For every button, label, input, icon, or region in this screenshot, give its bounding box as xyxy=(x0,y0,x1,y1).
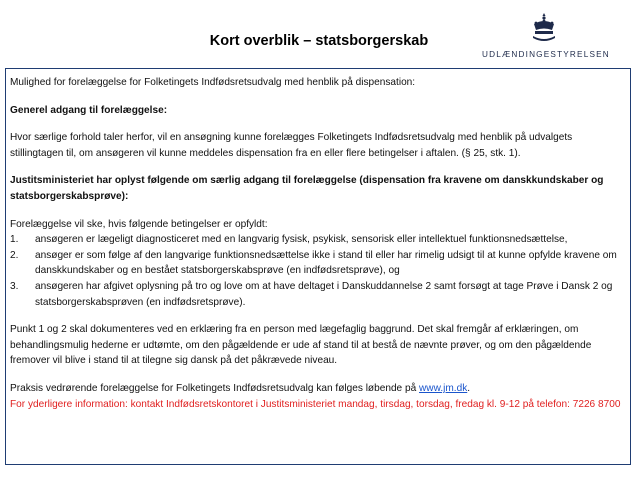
conditions-list xyxy=(10,232,624,310)
practice-paragraph xyxy=(10,381,624,397)
list-item xyxy=(10,248,624,279)
page-title: Kort overblik – statsborgerskab xyxy=(209,33,429,49)
documentation-text: Punkt 1 og 2 skal dokumenteres ved en erklæring fra en person med lægefaglig baggrund. Det skal fremgår af erklæringen, om behandlingsmulig hederne er udtømte, om den pågældende er ude af stand til at bestå de nævnte prøver, og om den pågældende fremover vil blive i stand til at tilegne sig dansk på det påkrævede niveau. xyxy=(10,324,592,367)
practice-text: Praksis vedrørende forelæggelse for Folketingets Indfødsretsudvalg kan følges løbende på xyxy=(10,382,420,394)
list-item-text: ansøger er som følge af den langvarige funktionsnedsættelse ikke i stand til eller har rimelig udsigt til at kunne opfylde kravene om danskkundskaber og en bestået statsborgerskabsprøve (en indfødsretsprøve), og xyxy=(35,249,617,277)
udlaendingestyrelsen-logo xyxy=(480,12,630,62)
special-access-heading: Justitsministeriet har oplyst følgende om særlig adgang til forelæggelse (dispensation fra kravene om danskkundskaber og statsborgerskabsprøve): xyxy=(10,175,604,202)
general-access-text: Hvor særlige forhold taler herfor, vil en ansøgning kunne forelægges Folketingets Indfødsretsudvalg med henblik på udvalgets stillingtagen til, om ansøgeren vil kunne meddeles dispensation fra en eller flere betingelser i aftalen. (§ 25, stk. 1). xyxy=(10,132,573,159)
list-item xyxy=(10,232,624,248)
intro-text: Mulighed for forelæggelse for Folketingets Indfødsretsudvalg med henblik på dispensation: xyxy=(10,77,416,88)
practice-end: . xyxy=(467,382,471,394)
info-box xyxy=(5,68,631,465)
jm-link[interactable]: www.jm.dk xyxy=(419,382,468,394)
list-item-number: 1. xyxy=(10,234,19,246)
general-access-heading: Generel adgang til forelæggelse: xyxy=(10,104,168,116)
list-item-text: ansøgeren har afgivet oplysning på tro og love om at have deltaget i Danskuddannelse 2 samt forsøgt at tage Prøve i Dansk 2 og statsborgerskabsprøven (en indfødsretsprøve). xyxy=(35,280,613,308)
list-item-number: 2. xyxy=(10,249,19,261)
crown-crest-icon xyxy=(529,12,559,44)
contact-text: For yderligere information: kontakt Indfødsretskontoret i Justitsministeriet mandag, tirsdag, torsdag, fredag kl. 9-12 på telefon: 7226 8700 xyxy=(10,398,621,410)
list-item-text: ansøgeren er lægeligt diagnosticeret med en langvarig fysisk, psykisk, sensorisk eller intellektuel funktionsnedsættelse, xyxy=(35,234,568,246)
list-item-number: 3. xyxy=(10,280,19,292)
conditions-intro: Forelæggelse vil ske, hvis følgende betingelser er opfyldt: xyxy=(10,218,268,230)
logo-wordmark: UDLÆNDINGESTYRELSEN xyxy=(482,50,610,59)
list-item xyxy=(10,279,624,310)
